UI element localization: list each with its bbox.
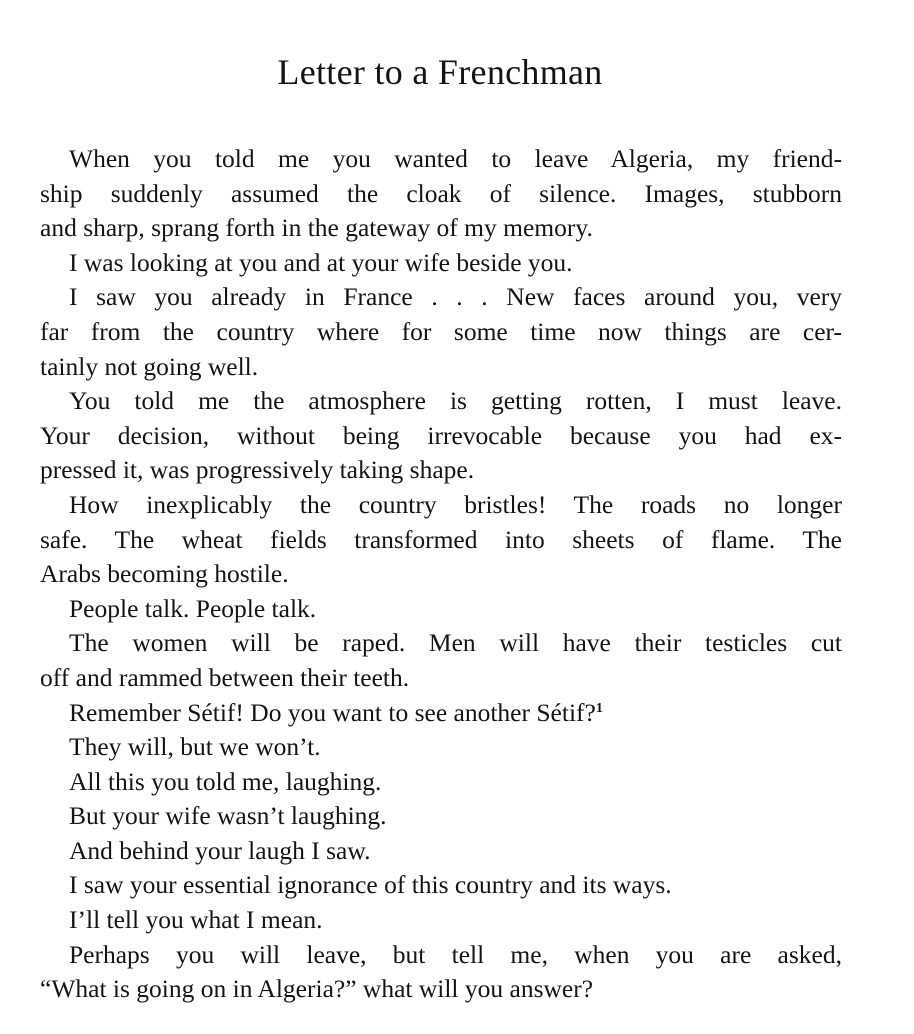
- page-title: Letter to a Frenchman: [277, 52, 603, 92]
- text-line: People talk. People talk.: [69, 593, 317, 623]
- footnote-marker[interactable]: 1: [595, 700, 603, 716]
- text-line: But your wife wasn’t laughing.: [69, 801, 387, 831]
- text-line: pressed it, was progressively taking shape.: [40, 455, 475, 485]
- text-line: and sharp, sprang forth in the gateway of my memory.: [40, 213, 593, 243]
- text-line: Arabs becoming hostile.: [40, 559, 289, 589]
- text-line: Your decision, without being irrevocable because you had ex-: [40, 420, 842, 450]
- letter-body: [40, 142, 842, 1007]
- text-line: I’ll tell you what I mean.: [69, 905, 323, 935]
- text-line: ship suddenly assumed the cloak of silence. Images, stubborn: [40, 178, 842, 208]
- text-line: I saw your essential ignorance of this country and its ways.: [69, 870, 672, 900]
- text-line: How inexplicably the country bristles! The roads no longer: [69, 489, 842, 519]
- text-line: safe. The wheat fields transformed into sheets of flame. The: [40, 524, 842, 554]
- text-line: I saw you already in France . . . New faces around you, very: [69, 282, 842, 312]
- text-line: And behind your laugh I saw.: [69, 835, 371, 865]
- text-line: When you told me you wanted to leave Algeria, my friend-: [69, 144, 842, 173]
- text-line: You told me the atmosphere is getting rotten, I must leave.: [69, 386, 842, 416]
- text-line: far from the country where for some time now things are cer-: [40, 316, 842, 346]
- text-line: tainly not going well.: [40, 351, 259, 381]
- text-line-with-footnote: [40, 696, 842, 731]
- text-line: Remember Sétif! Do you want to see another Sétif?: [69, 697, 596, 727]
- text-line: off and rammed between their teeth.: [40, 662, 410, 692]
- text-line: I was looking at you and at your wife beside you.: [69, 247, 573, 277]
- text-line: All this you told me, laughing.: [69, 766, 382, 796]
- text-line: Perhaps you will leave, but tell me, when you are asked,: [69, 939, 842, 969]
- text-line: “What is going on in Algeria?” what will you answer?: [40, 974, 594, 1004]
- text-line: They will, but we won’t.: [69, 732, 321, 762]
- text-line: The women will be raped. Men will have their testicles cut: [69, 628, 842, 658]
